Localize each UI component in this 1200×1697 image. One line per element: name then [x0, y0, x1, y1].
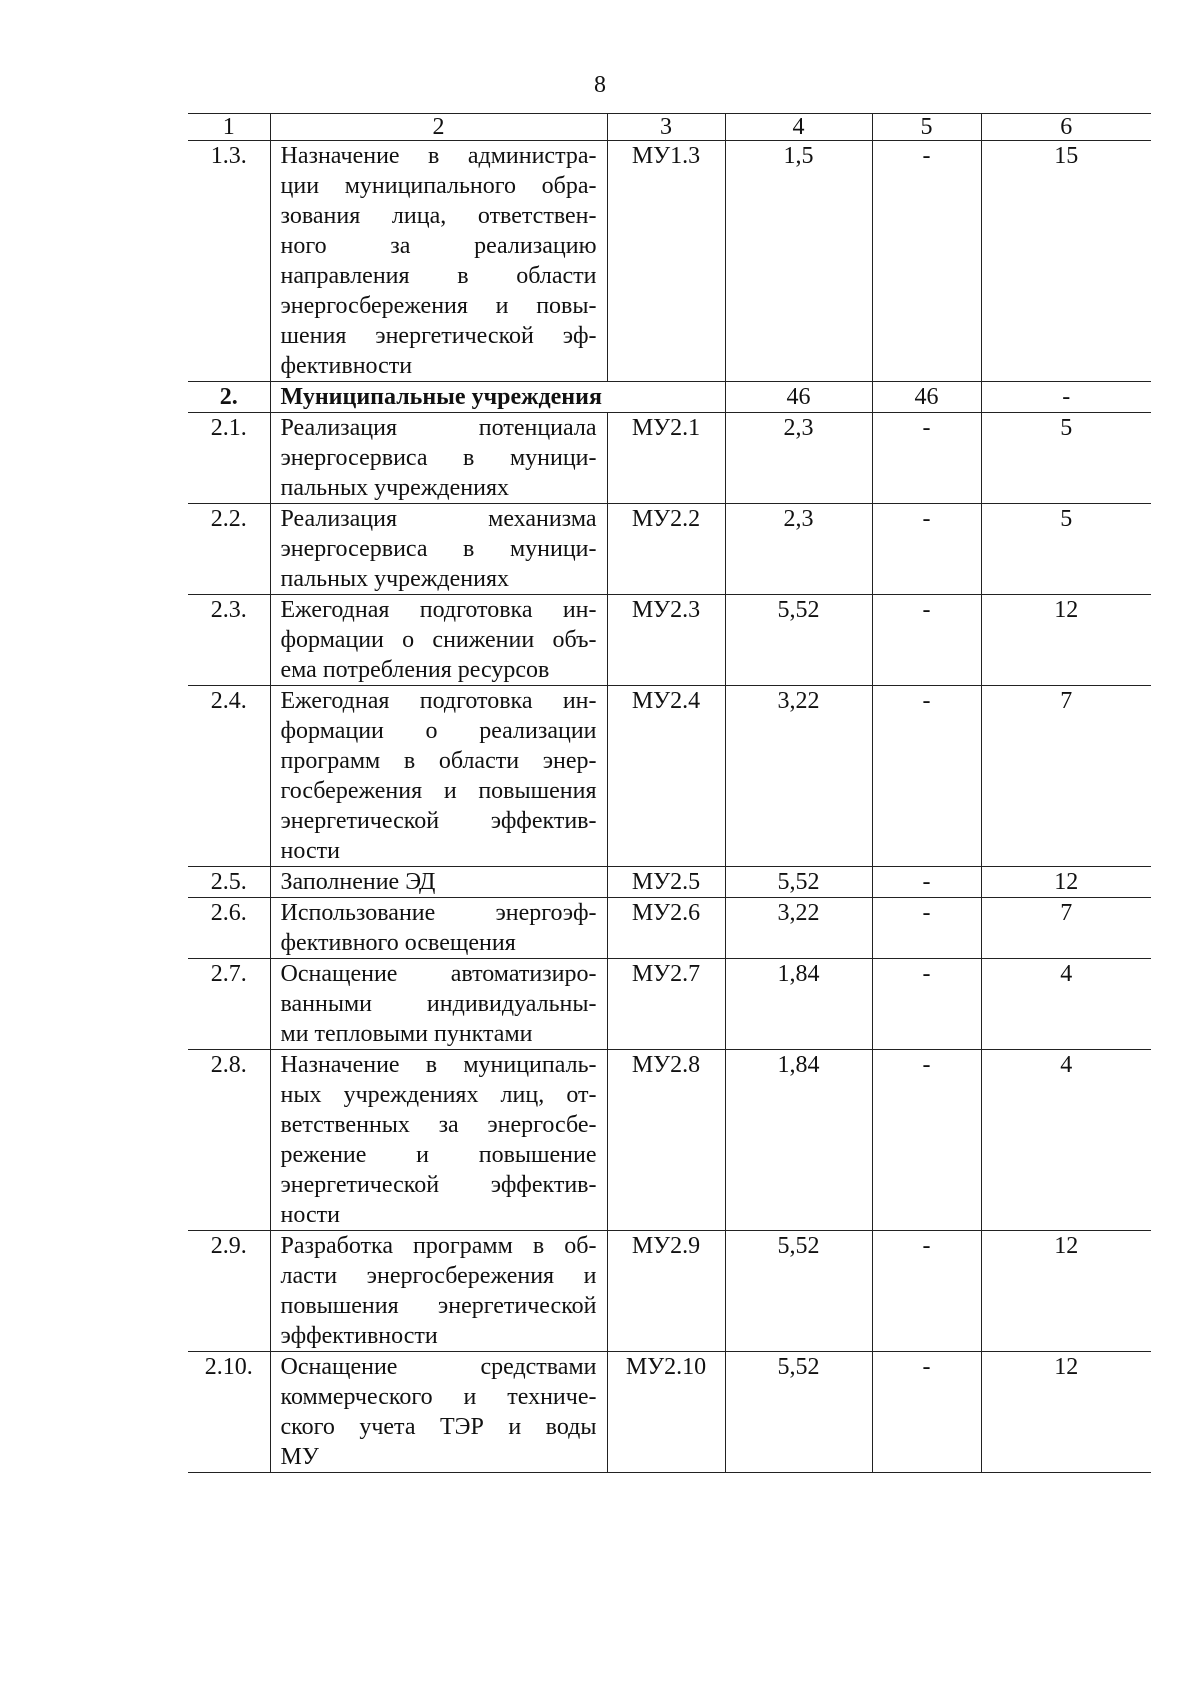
value-col-4: 1,5 [725, 141, 872, 382]
row-number: 2.10. [188, 1352, 270, 1473]
value-col-6: 4 [981, 1050, 1151, 1231]
description-line: энергосбережения и повы- [280, 293, 597, 319]
description-line: Заполнение ЭД [280, 869, 436, 895]
section-title: Муниципальные учреждения [270, 382, 725, 413]
value-col-4: 1,84 [725, 959, 872, 1050]
value-col-4: 5,52 [725, 867, 872, 898]
row-number: 1.3. [188, 141, 270, 382]
page-number: 8 [594, 72, 606, 98]
measure-code: МУ2.6 [607, 898, 725, 959]
row-number: 2.8. [188, 1050, 270, 1231]
value-col-5: - [872, 141, 981, 382]
row-number: 2. [188, 382, 270, 413]
row-number: 2.7. [188, 959, 270, 1050]
value-col-5: - [872, 959, 981, 1050]
row-number: 2.3. [188, 595, 270, 686]
description-line: Реализация потенциала [280, 415, 597, 441]
value-col-6: 12 [981, 1352, 1151, 1473]
value-col-6: 12 [981, 1231, 1151, 1352]
value-col-4: 5,52 [725, 595, 872, 686]
measure-code: МУ2.4 [607, 686, 725, 867]
table-row [188, 898, 1151, 959]
description-line: пальных учреждениях [280, 475, 509, 501]
table-row [188, 595, 1151, 686]
description-line: коммерческого и техниче- [280, 1384, 597, 1410]
table-row [188, 1050, 1151, 1231]
measure-description [270, 867, 607, 898]
value-col-4: 1,84 [725, 1050, 872, 1231]
row-number: 2.1. [188, 413, 270, 504]
description-line: энергетической эффектив- [280, 1172, 597, 1198]
measure-description [270, 595, 607, 686]
description-line: Оснащение автоматизиро- [280, 961, 597, 987]
measures-table [188, 113, 1151, 1473]
table-body [188, 114, 1151, 1473]
value-col-6: 12 [981, 867, 1151, 898]
row-number: 2.2. [188, 504, 270, 595]
measure-code: МУ2.5 [607, 867, 725, 898]
description-line: ского учета ТЭР и воды [280, 1414, 597, 1440]
description-line: энергосервиса в муници- [280, 536, 597, 562]
value-col-4: 5,52 [725, 1231, 872, 1352]
column-header: 5 [872, 114, 981, 141]
value-col-5: - [872, 1231, 981, 1352]
description-line: Реализация механизма [280, 506, 597, 532]
table-header-row [188, 114, 1151, 141]
table-row [188, 413, 1151, 504]
column-header: 2 [270, 114, 607, 141]
description-line: Ежегодная подготовка ин- [280, 688, 597, 714]
description-line: Назначение в администра- [280, 143, 597, 169]
description-line: ности [280, 1202, 340, 1228]
measure-code: МУ2.9 [607, 1231, 725, 1352]
description-line: ми тепловыми пунктами [280, 1021, 533, 1047]
description-line: формации о снижении объ- [280, 627, 597, 653]
table-row [188, 504, 1151, 595]
row-number: 2.9. [188, 1231, 270, 1352]
description-line: ности [280, 838, 340, 864]
value-col-6: 15 [981, 141, 1151, 382]
value-col-5: 46 [872, 382, 981, 413]
value-col-4: 46 [725, 382, 872, 413]
column-header: 3 [607, 114, 725, 141]
table-row [188, 959, 1151, 1050]
value-col-4: 3,22 [725, 686, 872, 867]
column-header: 1 [188, 114, 270, 141]
table-row [188, 1231, 1151, 1352]
description-line: зования лица, ответствен- [280, 203, 597, 229]
table-row [188, 867, 1151, 898]
value-col-4: 2,3 [725, 413, 872, 504]
value-col-4: 3,22 [725, 898, 872, 959]
value-col-5: - [872, 686, 981, 867]
value-col-4: 5,52 [725, 1352, 872, 1473]
measure-description [270, 413, 607, 504]
description-line: повышения энергетической [280, 1293, 597, 1319]
description-line: фективности [280, 353, 413, 379]
column-header: 4 [725, 114, 872, 141]
measure-code: МУ2.7 [607, 959, 725, 1050]
description-line: энергосервиса в муници- [280, 445, 597, 471]
value-col-5: - [872, 1352, 981, 1473]
value-col-6: 12 [981, 595, 1151, 686]
measure-description [270, 898, 607, 959]
value-col-5: - [872, 504, 981, 595]
description-line: программ в области энер- [280, 748, 597, 774]
description-line: ласти энергосбережения и [280, 1263, 597, 1289]
description-line: Использование энергоэф- [280, 900, 597, 926]
description-line: ветственных за энергосбе- [280, 1112, 597, 1138]
description-line: эффективности [280, 1323, 438, 1349]
description-line: госбережения и повышения [280, 778, 597, 804]
value-col-4: 2,3 [725, 504, 872, 595]
section-row [188, 382, 1151, 413]
measure-description [270, 504, 607, 595]
description-line: Назначение в муниципаль- [280, 1052, 597, 1078]
row-number: 2.4. [188, 686, 270, 867]
description-line: энергетической эффектив- [280, 808, 597, 834]
column-header: 6 [981, 114, 1151, 141]
description-line: фективного освещения [280, 930, 516, 956]
measure-code: МУ2.1 [607, 413, 725, 504]
table-row [188, 1352, 1151, 1473]
measure-description [270, 1352, 607, 1473]
description-line: шения энергетической эф- [280, 323, 597, 349]
measure-code: МУ2.2 [607, 504, 725, 595]
description-line: ных учреждениях лиц, от- [280, 1082, 597, 1108]
value-col-6: 7 [981, 898, 1151, 959]
description-line: МУ [280, 1444, 319, 1470]
measure-code: МУ1.3 [607, 141, 725, 382]
value-col-5: - [872, 898, 981, 959]
table-row [188, 686, 1151, 867]
description-line: пальных учреждениях [280, 566, 509, 592]
value-col-5: - [872, 413, 981, 504]
measure-description [270, 1231, 607, 1352]
description-line: Ежегодная подготовка ин- [280, 597, 597, 623]
value-col-6: 7 [981, 686, 1151, 867]
value-col-5: - [872, 595, 981, 686]
measure-description [270, 686, 607, 867]
measure-description [270, 141, 607, 382]
description-line: ции муниципального обра- [280, 173, 597, 199]
description-line: формации о реализации [280, 718, 597, 744]
description-line: ванными индивидуальны- [280, 991, 597, 1017]
description-line: направления в области [280, 263, 597, 289]
row-number: 2.5. [188, 867, 270, 898]
value-col-6: 5 [981, 504, 1151, 595]
description-line: ема потребления ресурсов [280, 657, 550, 683]
measure-description [270, 959, 607, 1050]
value-col-6: - [981, 382, 1151, 413]
measure-code: МУ2.3 [607, 595, 725, 686]
table-row [188, 141, 1151, 382]
value-col-6: 4 [981, 959, 1151, 1050]
measure-code: МУ2.10 [607, 1352, 725, 1473]
value-col-5: - [872, 1050, 981, 1231]
description-line: Разработка программ в об- [280, 1233, 597, 1259]
description-line: ного за реализацию [280, 233, 597, 259]
value-col-6: 5 [981, 413, 1151, 504]
value-col-5: - [872, 867, 981, 898]
description-line: Оснащение средствами [280, 1354, 597, 1380]
measure-code: МУ2.8 [607, 1050, 725, 1231]
measure-description [270, 1050, 607, 1231]
description-line: режение и повышение [280, 1142, 597, 1168]
row-number: 2.6. [188, 898, 270, 959]
